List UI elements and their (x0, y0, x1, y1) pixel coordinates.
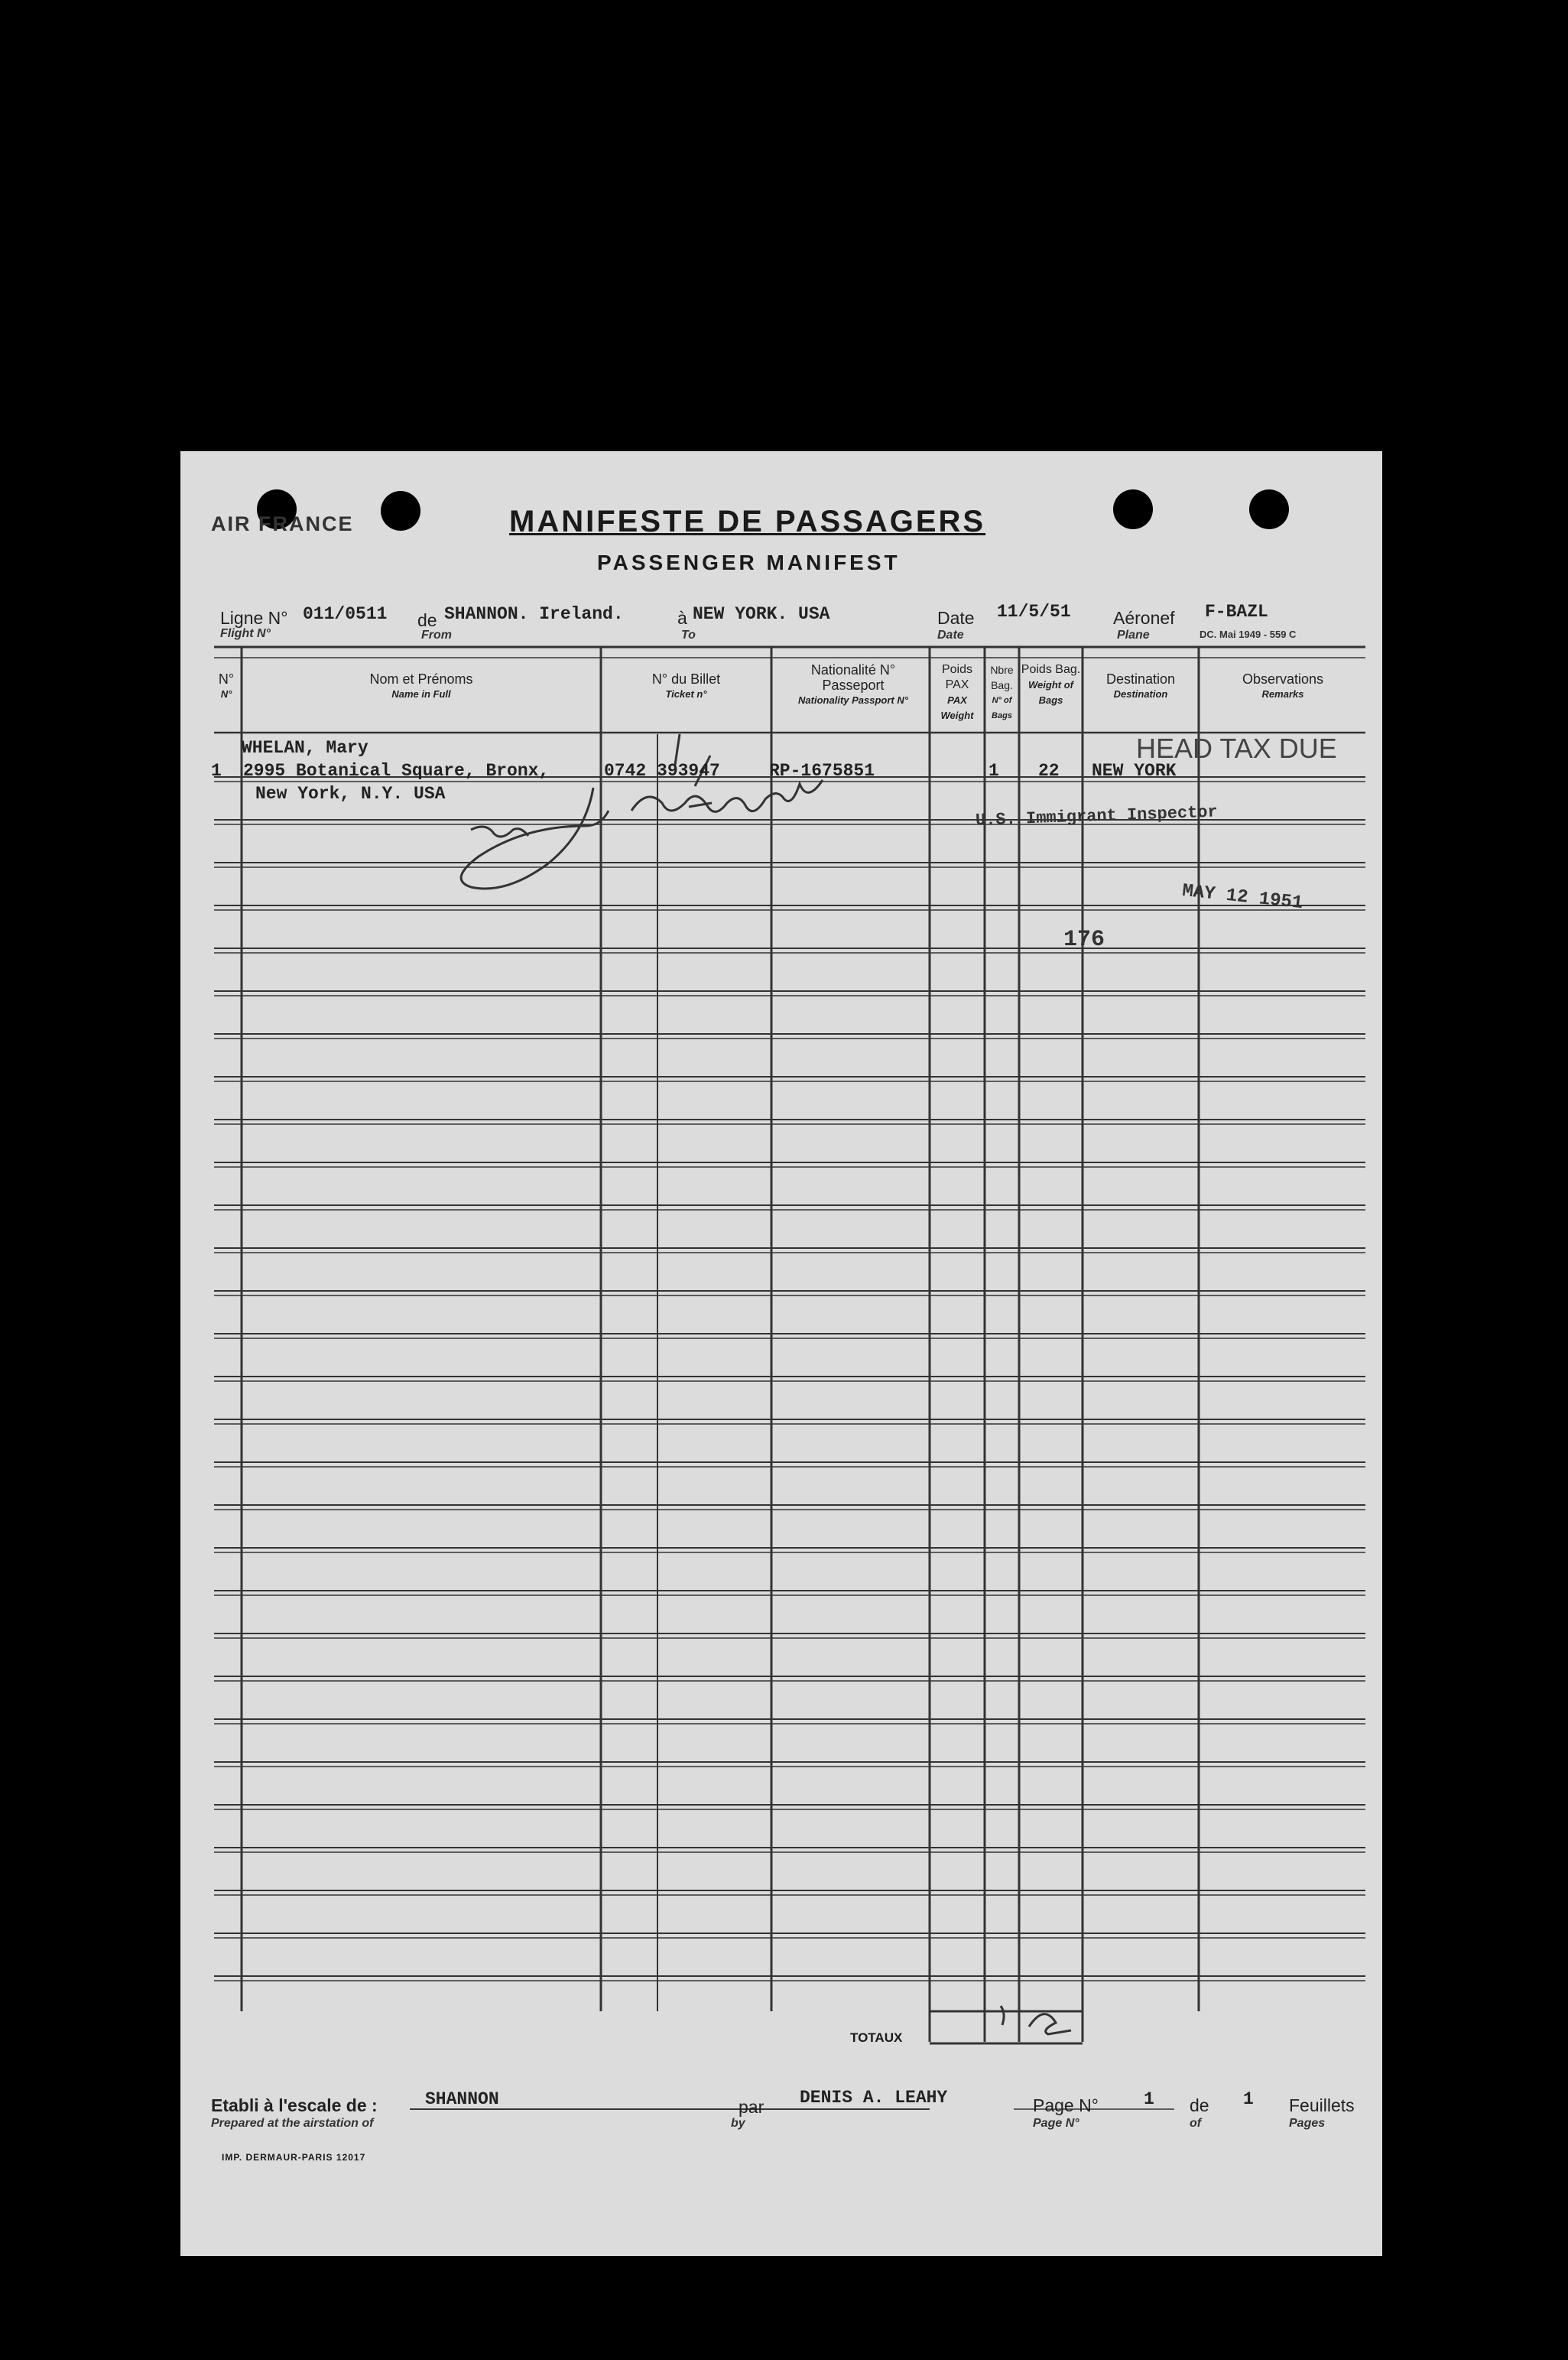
form-reference: DC. Mai 1949 - 559 C (1200, 629, 1297, 640)
station-name: SHANNON (425, 2089, 499, 2109)
passenger-address-1: 2995 Botanical Square, Bronx, (243, 761, 550, 781)
inspector-stamp: U.S. Immigrant Inspector (975, 802, 1219, 831)
col-header-ticket: N° du Billet Ticket n° (651, 671, 721, 700)
to-label-en: To (681, 629, 696, 642)
destination-city: NEW YORK. USA (693, 604, 830, 624)
ticket-number: 0742 393947 (604, 761, 720, 781)
plane-label: Aéronef (1113, 608, 1175, 628)
bag-weight: 22 (1038, 761, 1060, 781)
totals-label: TOTAUX (850, 2030, 903, 2045)
passenger-name: WHELAN, Mary (242, 738, 368, 758)
totals-bags (995, 2027, 1006, 2046)
of-label-en: of (1190, 2117, 1202, 2130)
passenger-address-2: New York, N.Y. USA (255, 784, 446, 804)
from-label: de (417, 610, 437, 630)
manifest-grid (180, 451, 1382, 2256)
totals-weight (1037, 2027, 1058, 2046)
from-label-en: From (421, 629, 452, 642)
date-label: Date (937, 608, 975, 628)
passport-number: RP-1675851 (769, 761, 875, 781)
prepared-by: DENIS A. LEAHY (800, 2088, 948, 2108)
plane-registration: F-BAZL (1205, 602, 1268, 622)
col-header-no: N° N° (218, 671, 235, 700)
page-label-en: Page N° (1033, 2117, 1079, 2130)
col-header-destination: Destination Destination (1105, 671, 1176, 700)
bag-count: 1 (989, 761, 999, 781)
page-number: 1 (1144, 2089, 1154, 2109)
col-header-pax-weight: Poids PAX PAX Weight (940, 663, 974, 721)
flight-date: 11/5/51 (997, 602, 1071, 622)
flight-number-label: Ligne N° (220, 608, 288, 628)
flight-number: 011/0511 (303, 604, 388, 624)
col-header-bags: Nbre Bag. N° of Bags (990, 664, 1014, 720)
to-label: à (677, 608, 687, 628)
prepared-label: Etabli à l'escale de : (211, 2095, 378, 2115)
manifest-sheet (180, 451, 1382, 2256)
passenger-destination: NEW YORK (1092, 761, 1177, 781)
head-tax-stamp: HEAD TAX DUE (1136, 733, 1337, 764)
printer-imprint: IMP. DERMAUR-PARIS 12017 (222, 2152, 366, 2163)
title-english: PASSENGER MANIFEST (597, 551, 901, 574)
flight-number-label-en: Flight N° (220, 627, 271, 640)
by-label-en: by (731, 2117, 745, 2130)
date-label-en: Date (937, 629, 964, 642)
sheets-label: Feuillets (1289, 2095, 1355, 2115)
date-stamp: MAY 12 1951 (1181, 880, 1304, 915)
col-header-name: Nom et Prénoms Name in Full (369, 671, 473, 700)
col-header-remarks: Observations Remarks (1242, 671, 1324, 700)
prepared-label-en: Prepared at the airstation of (211, 2117, 374, 2130)
title-french: MANIFESTE DE PASSAGERS (509, 505, 986, 538)
passenger-number: 1 (211, 761, 222, 781)
airline-name: AIR FRANCE (211, 512, 354, 535)
handwritten-signature (461, 734, 1071, 2034)
col-header-nationality: Nationalité N° Passeport Nationality Passport N° (798, 662, 908, 706)
origin: SHANNON. Ireland. (444, 604, 624, 624)
sheets-label-en: Pages (1289, 2117, 1326, 2130)
plane-label-en: Plane (1117, 629, 1150, 642)
of-label: de (1190, 2095, 1209, 2115)
number-stamp: 176 (1063, 927, 1105, 953)
page-total: 1 (1243, 2089, 1254, 2109)
by-label: par (739, 2097, 765, 2117)
page-label: Page N° (1033, 2095, 1099, 2115)
col-header-bag-weight: Poids Bag. Weight of Bags (1021, 663, 1081, 706)
